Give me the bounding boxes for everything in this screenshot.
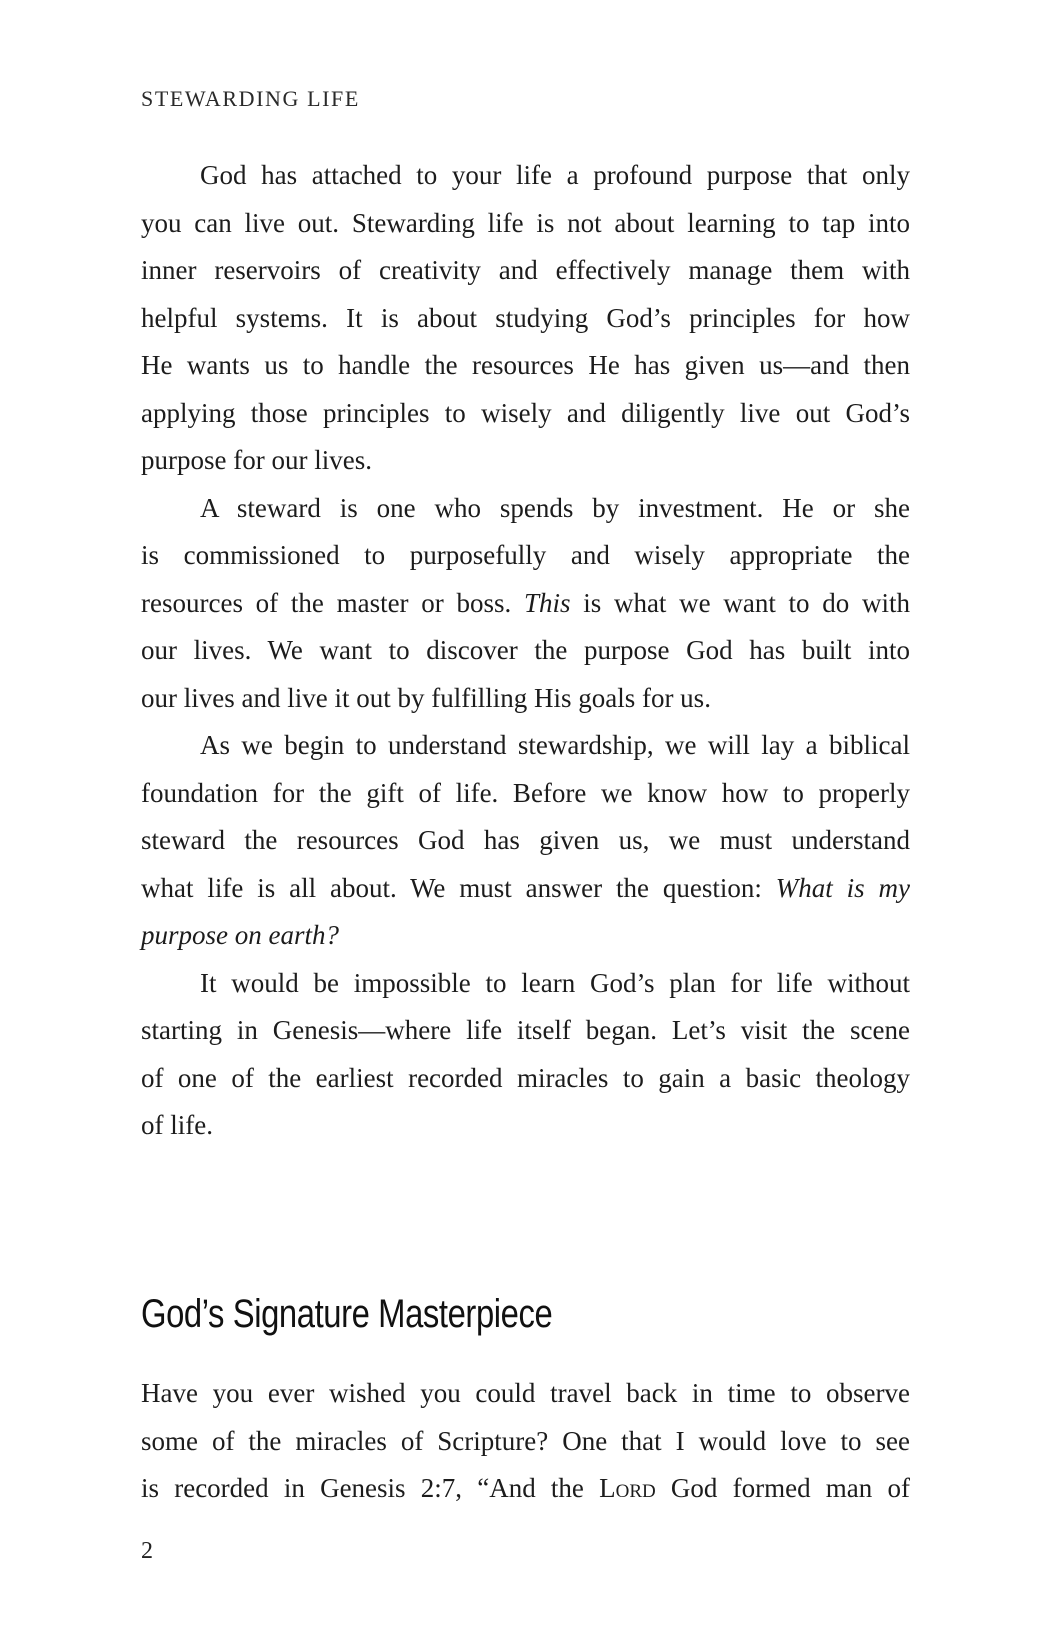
section-heading: God’s Signature Masterpiece [141, 1292, 553, 1336]
text-line: Have you ever wished you could travel back in time to observe [141, 1378, 910, 1408]
emphasis: What is my [775, 872, 911, 903]
text-line: inner reservoirs of creativity and effectively manage them with [141, 255, 910, 285]
text-line: our lives and live it out by fulfilling His goals for us. [141, 682, 711, 713]
text-line: A steward is one who spends by investment. He or she [200, 492, 910, 523]
text-line: our lives. We want to discover the purpose God has built into [141, 635, 910, 665]
page-number: 2 [141, 1538, 153, 1564]
text-line: is commissioned to purposefully and wisely appropriate the [141, 540, 910, 570]
text-line: of one of the earliest recorded miracles to gain a basic theology [141, 1062, 910, 1093]
small-caps: Lord [599, 1473, 656, 1503]
text-line: resources of the master or boss. This is what we want to do with [141, 587, 910, 618]
text-line: applying those principles to wisely and diligently live out God’s [141, 397, 910, 428]
text-line: As we begin to understand stewardship, we will lay a biblical [200, 730, 910, 760]
text-line: is recorded in Genesis 2:7, “And the Lord God formed man of [141, 1473, 910, 1503]
text-line: of life. [141, 1110, 213, 1140]
text-line: It would be impossible to learn God’s plan for life without [200, 967, 910, 998]
text-line: God has attached to your life a profound purpose that only [200, 160, 910, 190]
text-line: what life is all about. We must answer the question: What is my [141, 872, 911, 903]
text-line: some of the miracles of Scripture? One that I would love to see [141, 1425, 910, 1456]
text-line: He wants us to handle the resources He has given us—and then [141, 350, 910, 380]
text-line: purpose for our lives. [141, 445, 372, 475]
emphasis: purpose on earth? [141, 920, 339, 950]
text-line: helpful systems. It is about studying God’s principles for how [141, 302, 910, 333]
text-line: foundation for the gift of life. Before we know how to properly [141, 777, 910, 808]
text-line: starting in Genesis—where life itself began. Let’s visit the scene [141, 1015, 910, 1045]
emphasis: This [523, 587, 571, 618]
text-line: you can live out. Stewarding life is not about learning to tap into [141, 207, 910, 238]
running-head: STEWARDING LIFE [141, 86, 360, 111]
text-line: steward the resources God has given us, we must understand [141, 825, 910, 855]
text-line [141, 910, 910, 960]
